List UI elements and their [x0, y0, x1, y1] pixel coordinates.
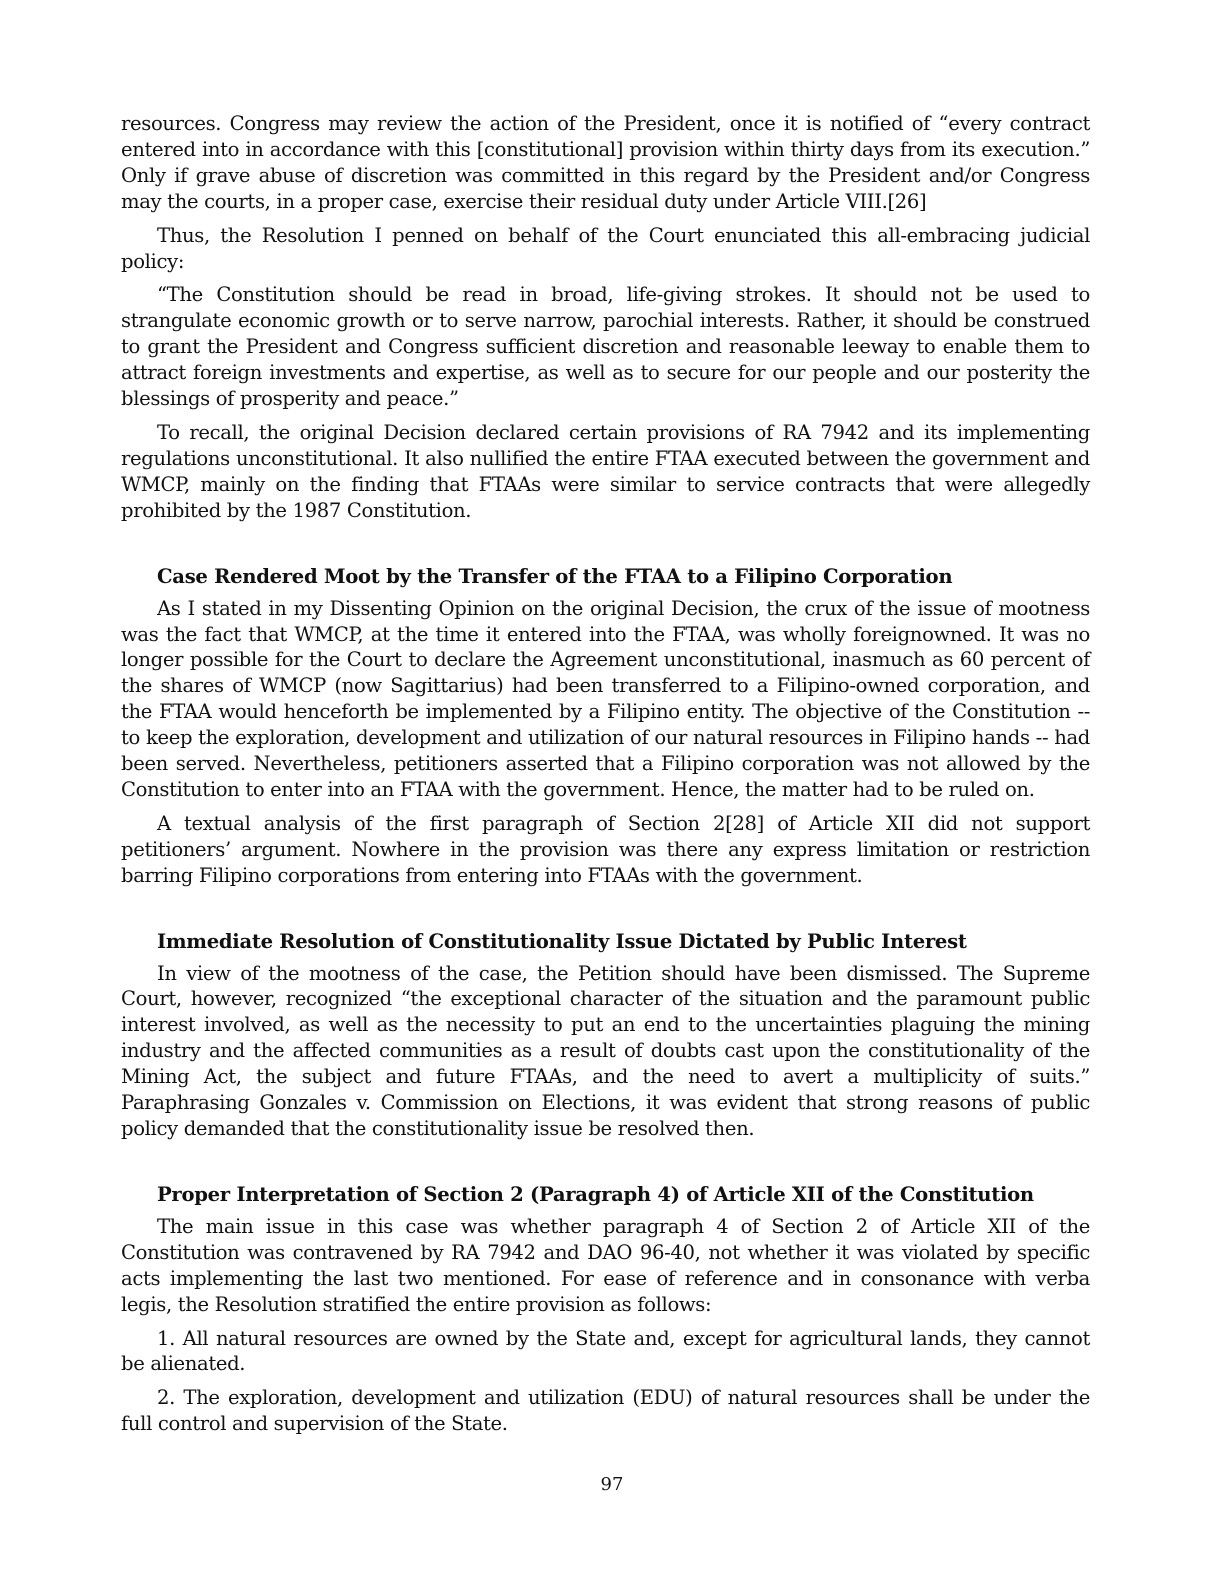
paragraph: In view of the mootness of the case, the Petition should have been dismissed. The Supreme Court, however, recognized “the exceptional character of the situation and the paramount public interest involved, as well as the necessity to put an end to the uncertainties plaguing the mining industry and the affected communities as a result of doubts cast upon the constitutionality of the Mining Act, the subject and future FTAAs, and the need to avert a multiplicity of suits.” Paraphrasing Gonzales v. Commission on Elections, it was evident that strong reasons of public policy demanded that the constitutionality issue be resolved then. [121, 961, 1090, 1140]
document-body [121, 111, 1090, 1445]
paragraph: To recall, the original Decision declared certain provisions of RA 7942 and its implementing regulations unconstitutional. It also nullified the entire FTAA executed between the government and WMCP, mainly on the finding that FTAAs were similar to service contracts that were allegedly prohibited by the 1987 Constitution. [121, 420, 1090, 522]
section-heading: Case Rendered Moot by the Transfer of the FTAA to a Filipino Corporation [157, 564, 953, 588]
paragraph: The main issue in this case was whether paragraph 4 of Section 2 of Article XII of the Constitution was contravened by RA 7942 and DAO 96-40, not whether it was violated by specific acts implementing the last two mentioned. For ease of reference and in consonance with verba legis, the Resolution stratified the entire provision as follows: [121, 1214, 1090, 1316]
paragraph: resources. Congress may review the action of the President, once it is notified of “every contract entered into in accordance with this [constitutional] provision within thirty days from its execution.” Only if grave abuse of discretion was committed in this regard by the President and/or Congress may the courts, in a proper case, exercise their residual duty under Article VIII.[26] [121, 112, 1090, 213]
list-item: 2. The exploration, development and utilization (EDU) of natural resources shall be under the full control and supervision of the State. [121, 1386, 1090, 1436]
page-number: 97 [600, 1474, 624, 1495]
paragraph: As I stated in my Dissenting Opinion on the original Decision, the crux of the issue of mootness was the fact that WMCP, at the time it entered into the FTAA, was wholly foreignowned. It was no longer possible for the Court to declare the Agreement unconstitutional, inasmuch as 60 percent of the shares of WMCP (now Sagittarius) had been transferred to a Filipino-owned corporation, and the FTAA would henceforth be implemented by a Filipino entity. The objective of the Constitution -- to keep the exploration, development and utilization of our natural resources in Filipino hands -- had been served. Nevertheless, petitioners asserted that a Filipino corporation was not allowed by the Constitution to enter into an FTAA with the government. Hence, the matter had to be ruled on. [121, 596, 1090, 801]
paragraph: A textual analysis of the first paragraph of Section 2[28] of Article XII did not support petitioners’ argument. Nowhere in the provision was there any express limitation or restriction barring Filipino corporations from entering into FTAAs with the government. [121, 811, 1090, 887]
section-heading: Proper Interpretation of Section 2 (Paragraph 4) of Article XII of the Constitution [157, 1182, 1034, 1206]
paragraph: Thus, the Resolution I penned on behalf of the Court enunciated this all-embracing judicial policy: [121, 223, 1090, 273]
list-item: 1. All natural resources are owned by the State and, except for agricultural lands, they cannot be alienated. [121, 1326, 1090, 1376]
section-heading: Immediate Resolution of Constitutionality Issue Dictated by Public Interest [157, 929, 967, 953]
block-quote: “The Constitution should be read in broad, life-giving strokes. It should not be used to strangulate economic growth or to serve narrow, parochial interests. Rather, it should be construed to grant the President and Congress sufficient discretion and reasonable leeway to enable them to attract foreign investments and expertise, as well as to secure for our people and our posterity the blessings of prosperity and peace.” [121, 283, 1090, 411]
